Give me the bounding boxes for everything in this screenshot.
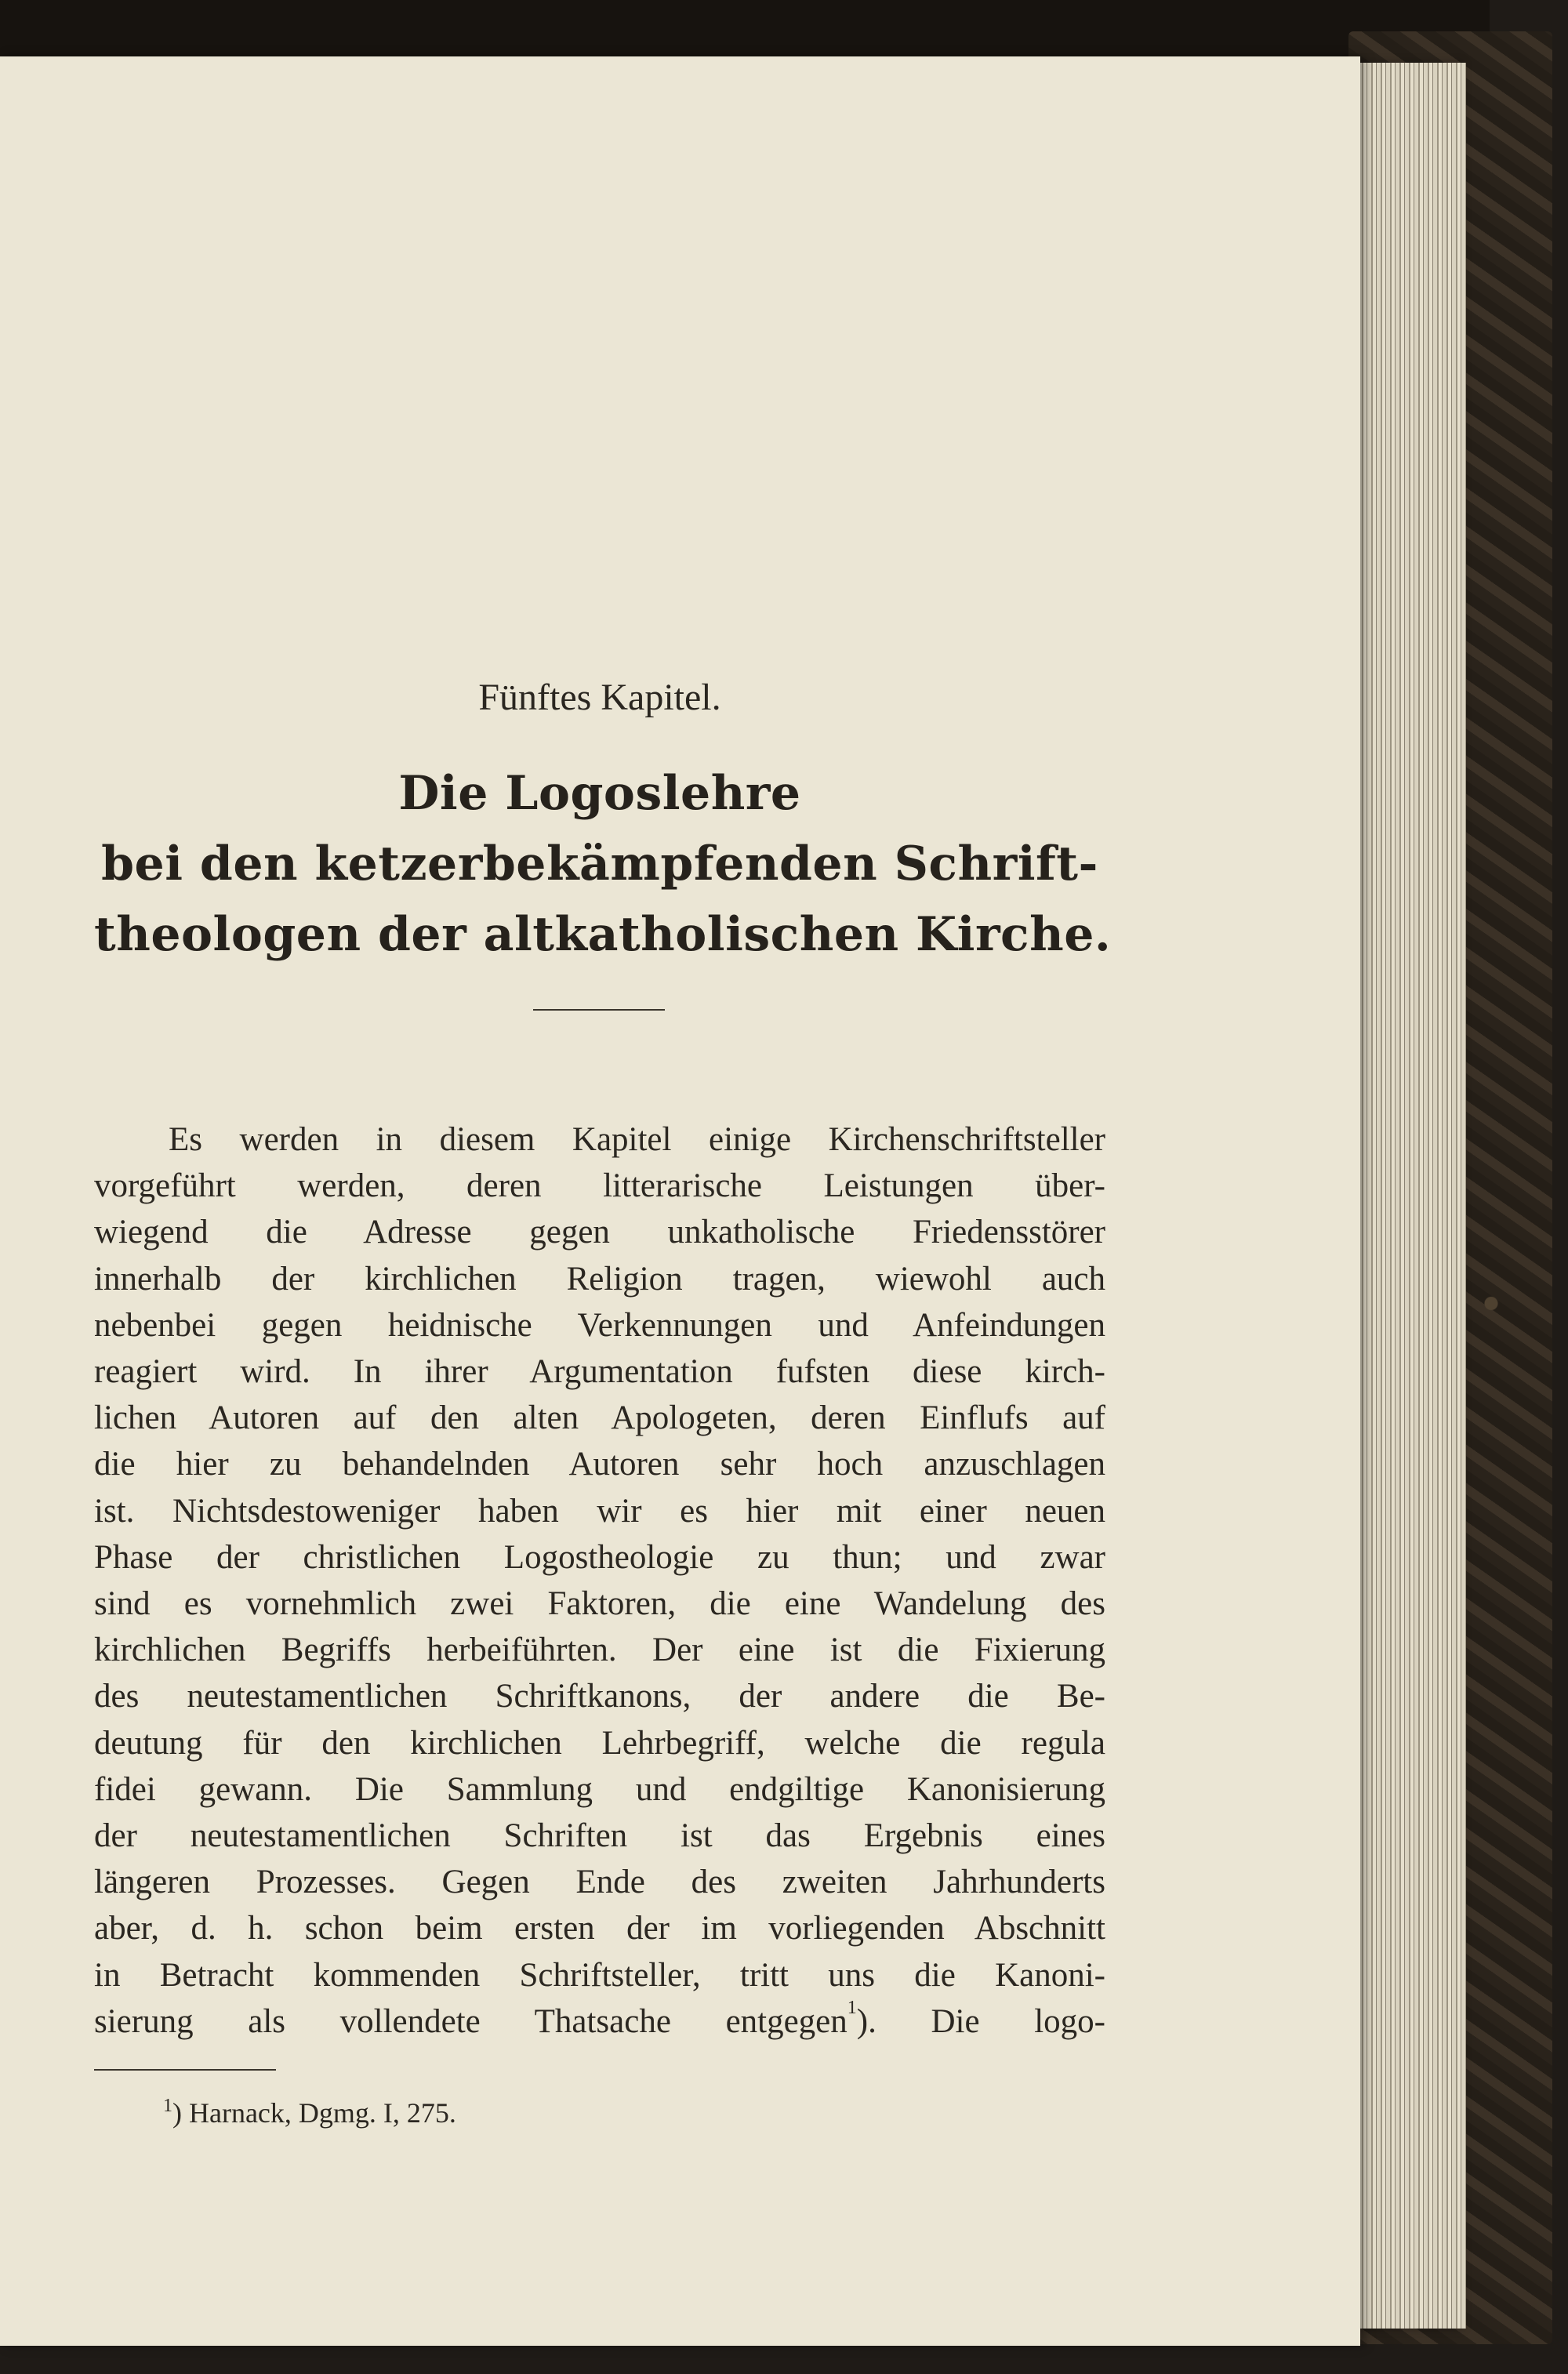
- title-line: bei den ketzerbekämpfenden Schrift-: [101, 837, 1098, 891]
- text-line: wiegend die Adresse gegen unkatholische Friedensstörer: [94, 1214, 1105, 1251]
- text-line: reagiert wird. In ihrer Argumentation fufsten diese kirch-: [94, 1353, 1105, 1391]
- text-line: fidei gewann. Die Sammlung und endgiltige Kanonisierung: [94, 1770, 1105, 1808]
- text-line: nebenbei gegen heidnische Verkennungen und Anfeindungen: [94, 1306, 1105, 1344]
- text-line: aber, d. h. schon beim ersten der im vorliegenden Abschnitt: [94, 1910, 1105, 1947]
- text-line: des neutestamentlichen Schriftkanons, der andere die Be-: [94, 1678, 1105, 1715]
- footnote-text: ) Harnack, Dgmg. I, 275.: [172, 2097, 456, 2129]
- footnote: [163, 2096, 1025, 2129]
- text-line: Phase der christlichen Logostheologie zu thun; und zwar: [94, 1538, 1105, 1576]
- text-line: Es werden in diesem Kapitel einige Kirchenschriftsteller: [169, 1121, 1105, 1158]
- book-page: [0, 56, 1360, 2346]
- title-line: theologen der altkatholischen Kirche.: [94, 907, 1112, 962]
- chapter-heading: Fünftes Kapitel.: [478, 677, 721, 718]
- text-line: vorgeführt werden, deren litterarische Leistungen über-: [94, 1167, 1105, 1205]
- text-line: kirchlichen Begriffs herbeiführten. Der eine ist die Fixierung: [94, 1632, 1105, 1669]
- scan-background-top: [0, 0, 1490, 56]
- body-paragraph: [94, 1116, 1105, 2045]
- text-line: lichen Autoren auf den alten Apologeten, deren Einflufs auf: [94, 1399, 1105, 1437]
- footnote-reference[interactable]: 1: [847, 1997, 857, 2018]
- text-line: deutung für den kirchlichen Lehrbegriff, welche die regula: [94, 1724, 1105, 1762]
- text-fragment: ). Die logo-: [856, 2002, 1106, 2040]
- text-fragment: sierung als vollendete Thatsache entgegen: [94, 2002, 848, 2040]
- text-line: ist. Nichtsdestoweniger haben wir es hier mit einer neuen: [94, 1492, 1105, 1530]
- title-line: Die Logoslehre: [398, 766, 801, 821]
- text-line: sind es vornehmlich zwei Faktoren, die eine Wandelung des: [94, 1585, 1105, 1623]
- page-edges: [1348, 63, 1466, 2329]
- text-line: längeren Prozesses. Gegen Ende des zweiten Jahrhunderts: [94, 1864, 1105, 1901]
- text-line-last: [94, 1998, 1105, 2045]
- text-line: der neutestamentlichen Schriften ist das Ergebnis eines: [94, 1817, 1105, 1855]
- footnote-divider: [94, 2069, 276, 2071]
- chapter-title: [94, 758, 1112, 970]
- text-line: die hier zu behandelnden Autoren sehr hoch anzuschlagen: [94, 1446, 1105, 1483]
- text-line: in Betracht kommenden Schriftsteller, tritt uns die Kanoni-: [94, 1956, 1105, 1994]
- title-divider: [533, 1009, 665, 1011]
- footnote-marker: 1: [163, 2096, 172, 2116]
- text-line: innerhalb der kirchlichen Religion tragen, wiewohl auch: [94, 1260, 1105, 1298]
